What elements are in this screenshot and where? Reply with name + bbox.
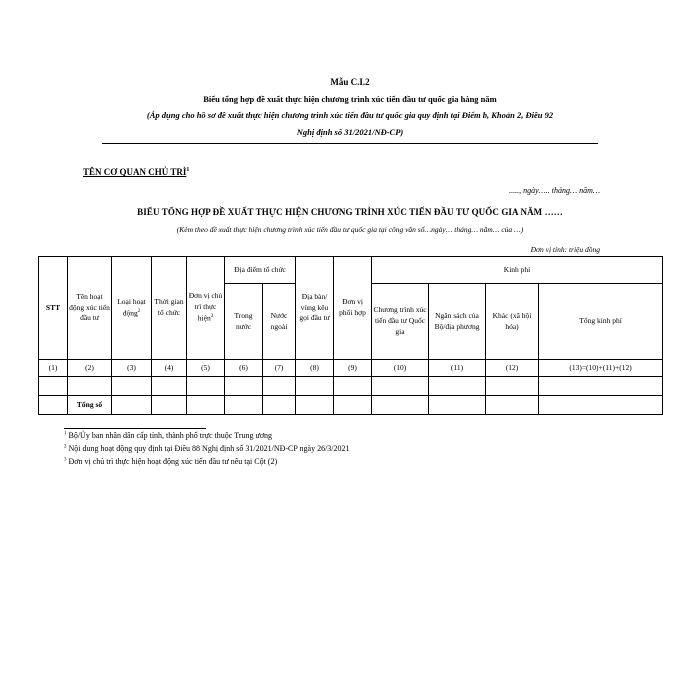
table-cell[interactable] [429,396,486,415]
footnote-3: $^3$ Đơn vị chủ trì thực hiện hoạt động xúc tiến đầu tư nêu tại Cột (2) [64,457,278,466]
column-number: (12) [486,360,539,377]
main-note: (Kèm theo đề xuất thực hiện chương trình xúc tiến đầu tư quốc gia tại công văn số…ngày… tháng… năm… của …) [176,225,524,234]
header-other-budget: Khác (xã hội hóa) [486,284,539,360]
header-national-program: Chương trình xúc tiến đầu tư Quốc gia [372,284,429,360]
table-cell[interactable] [296,396,334,415]
table-cell[interactable] [112,396,152,415]
table-cell[interactable] [225,377,263,396]
header-location-group: Địa điểm tổ chức [225,257,296,284]
form-note-line-2: Nghị định số 31/2021/NĐ-CP) [296,127,404,137]
table-cell[interactable] [225,396,263,415]
column-number: (9) [334,360,372,377]
date-line: ....., ngày….. tháng… năm… [509,186,600,195]
table-cell[interactable] [539,377,663,396]
table-row [39,377,663,396]
column-number: (6) [225,360,263,377]
table-cell[interactable] [263,396,296,415]
header-duration: Thời gian tổ chức [152,257,187,360]
table-cell[interactable] [372,377,429,396]
table-cell[interactable] [187,396,225,415]
agency-label: TÊN CƠ QUAN CHỦ TRÌ [83,167,187,177]
header-ministry-budget: Ngân sách của Bộ/địa phương [429,284,486,360]
table-cell[interactable] [152,396,187,415]
table-cell[interactable] [486,396,539,415]
column-number: (4) [152,360,187,377]
column-number: (7) [263,360,296,377]
column-number: (11) [429,360,486,377]
footnote-1: $^1$ Bộ/Ủy ban nhân dân cấp tỉnh, thành phố trực thuộc Trung ương [64,431,273,440]
header-activity-type: Loại hoạt động$^2$ [112,257,152,360]
header-divider [102,143,598,144]
header-domestic: Trong nước [225,284,263,360]
column-number: (5) [187,360,225,377]
summary-table [38,256,663,415]
table-cell[interactable] [334,377,372,396]
table-cell[interactable] [334,396,372,415]
header-budget-group: Kinh phí [372,257,663,284]
table-cell[interactable] [39,377,68,396]
column-number: (10) [372,360,429,377]
table-cell[interactable] [263,377,296,396]
form-note-line-1: (Áp dụng cho hồ sơ đề xuất thực hiện chương trình xúc tiến đầu tư quốc gia quy định tại Điểm b, Khoản 2, Điều 92 [146,110,554,120]
header-foreign: Nước ngoài [263,284,296,360]
agency-footnote-mark: 1 [186,167,190,173]
table-cell[interactable] [39,396,68,415]
column-number-row [39,360,663,377]
header-activity-name: Tên hoạt động xúc tiến đầu tư [68,257,112,360]
form-code: Mẫu C.I.2 [330,77,370,87]
total-row [39,396,663,415]
column-number: (1) [39,360,68,377]
table-cell[interactable] [296,377,334,396]
header-target-area: Địa bàn/ vùng kêu gọi đầu tư [296,257,334,360]
table-cell[interactable] [112,377,152,396]
header-total-budget: Tổng kinh phí [539,284,663,360]
table-cell[interactable] [486,377,539,396]
table-cell[interactable] [68,377,112,396]
header-coordinating-unit: Đơn vị phối hợp [334,257,372,360]
table-cell[interactable] [187,377,225,396]
form-title: Biểu tổng hợp đề xuất thực hiện chương trình xúc tiến đầu tư quốc gia hàng năm [203,94,497,104]
agency-heading [83,167,189,177]
header-stt: STT [39,257,68,360]
table-cell[interactable] [539,396,663,415]
column-number: (13)=(10)+(11)+(12) [539,360,663,377]
main-title: BIỂU TỔNG HỢP ĐỀ XUẤT THỰC HIỆN CHƯƠNG TRÌNH XÚC TIẾN ĐẦU TƯ QUỐC GIA NĂM …… [137,207,563,217]
table-cell[interactable] [429,377,486,396]
total-label: Tổng số [68,396,112,415]
table-cell[interactable] [152,377,187,396]
table-cell[interactable] [372,396,429,415]
footnote-2: $^2$ Nội dung hoạt động quy định tại Điều 88 Nghị định số 31/2021/NĐ-CP ngày 26/3/2021 [64,444,350,453]
footnote-divider [64,428,206,429]
column-number: (2) [68,360,112,377]
header-host-unit: Đơn vị chủ trì thực hiện$^3$ [187,257,225,360]
column-number: (8) [296,360,334,377]
unit-label: Đơn vị tính: triệu đồng [530,245,600,254]
column-number: (3) [112,360,152,377]
